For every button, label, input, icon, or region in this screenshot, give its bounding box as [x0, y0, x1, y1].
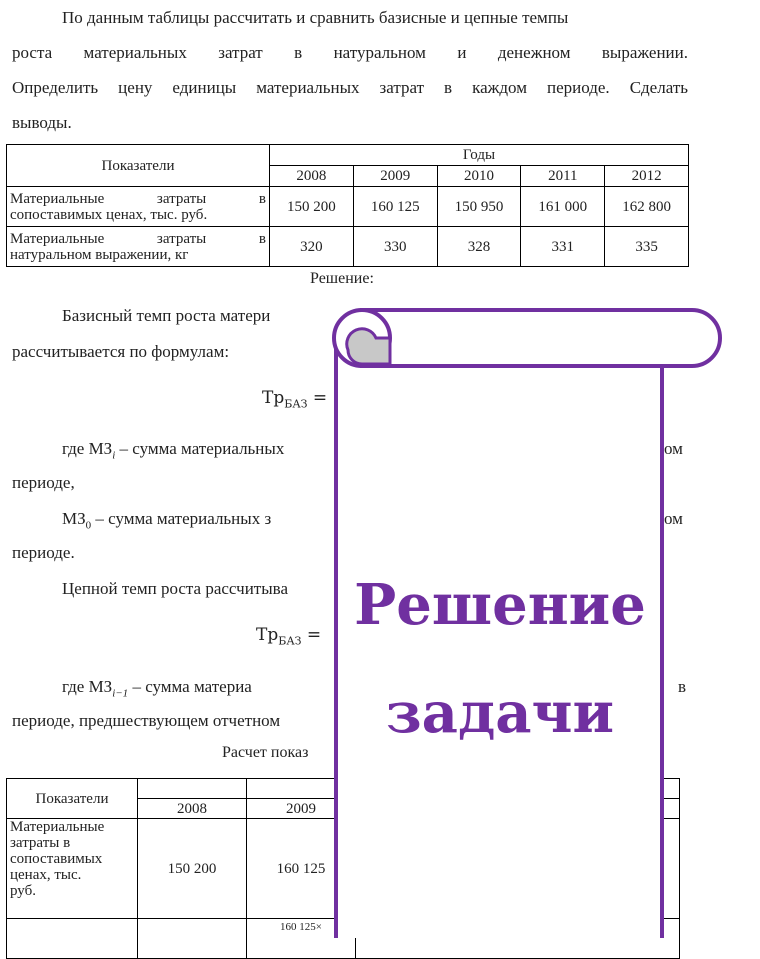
year-cell: 2011 — [521, 166, 605, 187]
table-row — [7, 187, 689, 227]
value-cell: 330 — [353, 227, 437, 267]
year-cell: 2008 — [138, 799, 247, 819]
row-label: Материальные затраты в натуральном выражении, кг — [7, 227, 270, 267]
value-cell: 160 125 — [247, 819, 356, 919]
value-cell: 150 200 — [270, 187, 354, 227]
year-cell: 2009 — [247, 799, 356, 819]
task-line-2: роста материальных затрат в натуральном и денежном выражении. — [12, 43, 688, 62]
value-cell: 331 — [521, 227, 605, 267]
task-line-4: выводы. — [12, 113, 72, 132]
header-indicators: Показатели — [7, 145, 270, 187]
row-label: Материальные затраты в сопоставимых ценах, тыс. руб. — [7, 819, 138, 919]
header-indicators: Показатели — [7, 779, 138, 819]
value-cell: 320 — [270, 227, 354, 267]
task-paragraph — [12, 0, 688, 140]
body-line: рассчитывается по формулам: — [12, 342, 230, 361]
formula-base: $Тр_{БАЗ}$ = — [262, 388, 328, 411]
value-cell: 160 125× — [247, 919, 356, 959]
body-line: где $МЗ_i$ – сумма материальных — [62, 439, 285, 462]
body-line-fragment: в — [678, 677, 687, 696]
calc-caption: Расчет показ — [222, 744, 309, 761]
year-cell: 2009 — [353, 166, 437, 187]
body-line: периоде. — [12, 543, 75, 562]
body-line: периоде, — [12, 473, 75, 492]
year-cell: 2012 — [605, 166, 689, 187]
body-line: где $МЗ_{i-1}$ – сумма материа — [62, 677, 252, 700]
overlay-title-line-2: задачи — [385, 680, 615, 746]
table-row — [7, 227, 689, 267]
formula-chain: $Тр_{БАЗ}$ = — [256, 625, 322, 648]
source-data-table — [6, 144, 689, 267]
value-cell: 160 125 — [353, 187, 437, 227]
body-line: периоде, предшествующем отчетном — [12, 711, 281, 730]
solution-title: Решение: — [310, 270, 374, 287]
overlay-title-line-1: Решение — [354, 572, 646, 638]
value-cell: 150 200 — [138, 819, 247, 919]
body-line: Цепной темп роста рассчитыва — [62, 579, 288, 598]
task-line-1: По данным таблицы рассчитать и сравнить базисные и цепные темпы — [62, 8, 569, 27]
year-cell: 2008 — [270, 166, 354, 187]
value-cell: 335 — [605, 227, 689, 267]
body-line-fragment: ом — [664, 439, 683, 458]
body-line: Базисный темп роста матери — [62, 306, 271, 325]
body-line-fragment: ом — [664, 509, 683, 528]
value-cell: 161 000 — [521, 187, 605, 227]
header-years: Годы — [270, 145, 689, 166]
year-cell: 2010 — [437, 166, 521, 187]
task-line-3: Определить цену единицы материальных затрат в каждом периоде. Сделать — [12, 78, 688, 97]
value-cell: 328 — [437, 227, 521, 267]
value-cell: 150 950 — [437, 187, 521, 227]
value-cell: 162 800 — [605, 187, 689, 227]
row-label: Материальные затраты в сопоставимых ценах, тыс. руб. — [7, 187, 270, 227]
body-line: $МЗ_0$ – сумма материальных з — [62, 509, 272, 532]
